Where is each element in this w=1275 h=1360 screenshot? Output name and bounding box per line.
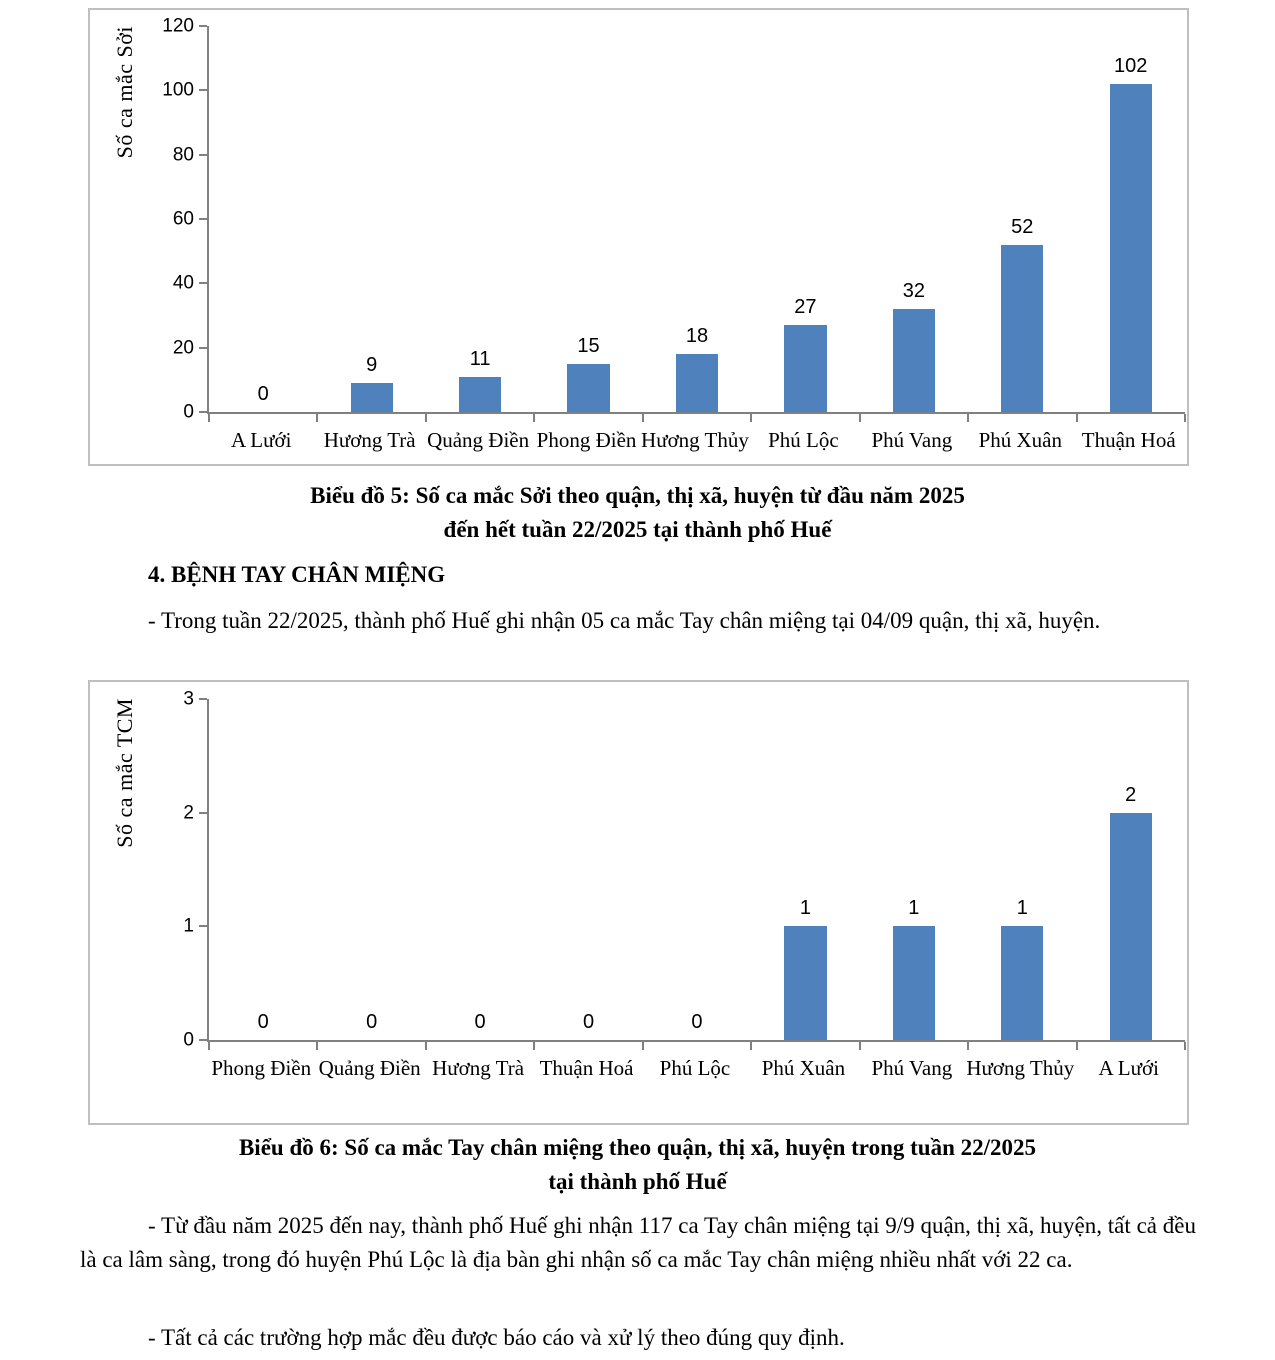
x-tick-mark	[208, 414, 210, 422]
data-label: 27	[794, 296, 817, 319]
chart5-caption-line2: đến hết tuần 22/2025 tại thành phố Huế	[443, 517, 832, 542]
data-label: 0	[474, 1011, 486, 1033]
x-category-label: Hương Trà	[323, 428, 416, 452]
x-category-label: A Lưới	[1098, 1056, 1159, 1080]
bar-slot	[968, 699, 1076, 1040]
y-tick-mark	[199, 812, 207, 814]
bar-slot	[426, 26, 534, 412]
x-tick-mark	[1076, 414, 1078, 422]
x-tick-mark	[208, 1042, 210, 1050]
y-tick-label: 40	[172, 272, 194, 294]
y-tick-mark	[199, 347, 207, 349]
y-tick-mark	[199, 89, 207, 91]
data-label: 0	[366, 1011, 378, 1033]
x-category-label: Hương Trà	[432, 1056, 525, 1080]
y-axis-ticks	[90, 688, 194, 1051]
chart6-caption-line1: Biểu đồ 6: Số ca mắc Tay chân miệng theo quận, thị xã, huyện trong tuần 22/2025	[238, 1135, 1037, 1160]
x-category-label: Phong Điền	[536, 428, 637, 452]
x-category-label: A Lưới	[231, 428, 292, 452]
bar	[676, 354, 718, 412]
x-tick-mark	[967, 414, 969, 422]
paragraph-week-cases: - Trong tuần 22/2025, thành phố Huế ghi nhận 05 ca mắc Tay chân miệng tại 04/09 quận, thị xã, huyện.	[148, 608, 1101, 633]
paragraph-ytd-cases: - Từ đầu năm 2025 đến nay, thành phố Huế ghi nhận 117 ca Tay chân miệng tại 9/9 quận, thị xã, huyện, tất cả đều là ca lâm sàng, trong đó huyện Phú Lộc là địa bàn ghi nhận số ca mắc Tay chân miệng nhiều nhất với 22 ca.	[80, 1213, 1196, 1272]
bar-slot	[643, 26, 751, 412]
y-tick-mark	[199, 698, 207, 700]
data-label: 18	[685, 325, 709, 348]
y-tick-label: 0	[183, 401, 194, 423]
x-tick-mark	[750, 1042, 752, 1050]
bar	[1110, 84, 1152, 412]
y-tick-label: 100	[162, 79, 194, 101]
data-label: 2	[1125, 783, 1137, 806]
data-label: 1	[799, 897, 811, 920]
y-tick-label: 80	[172, 144, 194, 166]
bar	[893, 309, 935, 412]
section-heading-tay-chan-mieng: 4. BỆNH TAY CHÂN MIỆNG	[148, 562, 446, 587]
y-tick-label: 3	[183, 688, 194, 710]
y-tick-label: 20	[172, 337, 194, 359]
data-label: 102	[1114, 54, 1148, 77]
data-label: 0	[582, 1011, 595, 1033]
hfmd-bar-chart	[88, 680, 1189, 1125]
x-category-label: Phú Lộc	[659, 1056, 731, 1080]
x-tick-mark	[1184, 1042, 1186, 1050]
x-tick-mark	[533, 414, 535, 422]
y-axis-title: Số ca mắc Sởi	[112, 26, 137, 159]
data-label: 15	[577, 334, 600, 357]
bar	[1001, 245, 1043, 412]
bar-slot	[317, 26, 425, 412]
data-label: 1	[908, 897, 920, 920]
x-tick-mark	[967, 1042, 969, 1050]
x-category-label: Phú Vang	[871, 428, 953, 452]
y-tick-mark	[199, 218, 207, 220]
x-axis-labels	[207, 428, 1183, 453]
bar-slot	[751, 699, 859, 1040]
x-tick-mark	[1076, 1042, 1078, 1050]
x-tick-mark	[425, 1042, 427, 1050]
y-axis-ticks	[90, 15, 194, 423]
data-label: 1	[1016, 897, 1028, 920]
x-category-label: Hương Thủy	[966, 1056, 1075, 1080]
chart6-caption-line2: tại thành phố Huế	[548, 1169, 727, 1194]
bar-slot	[426, 699, 534, 1040]
x-category-label: Phú Lộc	[768, 428, 839, 452]
y-tick-mark	[199, 411, 207, 413]
bar	[351, 383, 393, 412]
bar	[1001, 926, 1043, 1040]
data-label: 0	[691, 1011, 703, 1033]
bar-slot	[209, 26, 317, 412]
y-tick-label: 1	[183, 915, 194, 937]
chart5-caption-line1: Biểu đồ 5: Số ca mắc Sởi theo quận, thị xã, huyện từ đầu năm 2025	[310, 483, 965, 508]
bars-container	[209, 699, 1185, 1040]
bar	[784, 926, 826, 1040]
x-tick-mark	[425, 414, 427, 422]
x-tick-mark	[750, 414, 752, 422]
paragraph-reporting-note: - Tất cả các trường hợp mắc đều được báo cáo và xử lý theo đúng quy định.	[148, 1325, 845, 1350]
bar-slot	[534, 26, 642, 412]
y-axis-title: Số ca mắc TCM	[112, 698, 137, 848]
x-category-label: Hương Thủy	[641, 428, 749, 452]
x-category-label: Phú Xuân	[761, 1056, 846, 1080]
data-label: 0	[257, 1011, 269, 1033]
x-tick-mark	[316, 1042, 318, 1050]
x-tick-mark	[642, 1042, 644, 1050]
bar-slot	[751, 26, 859, 412]
chart6-caption	[0, 1131, 1275, 1199]
bar-slot	[968, 26, 1076, 412]
bar-slot	[860, 26, 968, 412]
data-label: 32	[902, 280, 925, 303]
data-label: 52	[1011, 215, 1034, 238]
bar	[567, 364, 609, 412]
bar-slot	[860, 699, 968, 1040]
bar-slot	[534, 699, 642, 1040]
bar	[784, 325, 826, 412]
data-label: 11	[469, 347, 491, 370]
x-category-label: Quảng Điền	[427, 428, 530, 452]
data-label: 9	[366, 354, 378, 377]
y-tick-mark	[199, 1039, 207, 1041]
y-tick-label: 120	[162, 15, 194, 37]
x-category-label: Phú Xuân	[978, 428, 1062, 452]
y-tick-mark	[199, 925, 207, 927]
y-tick-mark	[199, 282, 207, 284]
y-tick-label: 0	[183, 1029, 194, 1051]
x-axis-labels	[207, 1056, 1183, 1081]
bar	[893, 926, 935, 1040]
measles-bar-chart	[88, 8, 1189, 466]
chart5-caption	[0, 479, 1275, 547]
x-tick-mark	[859, 414, 861, 422]
x-tick-mark	[642, 414, 644, 422]
bar-slot	[1077, 699, 1185, 1040]
y-tick-label: 2	[183, 802, 194, 824]
x-category-label: Quảng Điền	[318, 1056, 421, 1080]
x-tick-mark	[859, 1042, 861, 1050]
x-tick-mark	[316, 414, 318, 422]
bar-slot	[1077, 26, 1185, 412]
bar-slot	[643, 699, 751, 1040]
x-category-label: Thuận Hoá	[539, 1056, 634, 1080]
y-tick-mark	[199, 25, 207, 27]
bar	[459, 377, 501, 412]
data-label: 0	[257, 383, 269, 405]
y-tick-label: 60	[172, 208, 194, 230]
y-tick-mark	[199, 154, 207, 156]
bars-container	[209, 26, 1185, 412]
plot-area	[207, 26, 1185, 414]
plot-area	[207, 699, 1185, 1042]
x-category-label: Phong Điền	[211, 1056, 312, 1080]
x-category-label: Thuận Hoá	[1081, 428, 1176, 452]
x-tick-mark	[1184, 414, 1186, 422]
x-tick-mark	[533, 1042, 535, 1050]
bar-slot	[209, 699, 317, 1040]
bar-slot	[317, 699, 425, 1040]
x-category-label: Phú Vang	[871, 1056, 953, 1080]
bar	[1110, 813, 1152, 1040]
